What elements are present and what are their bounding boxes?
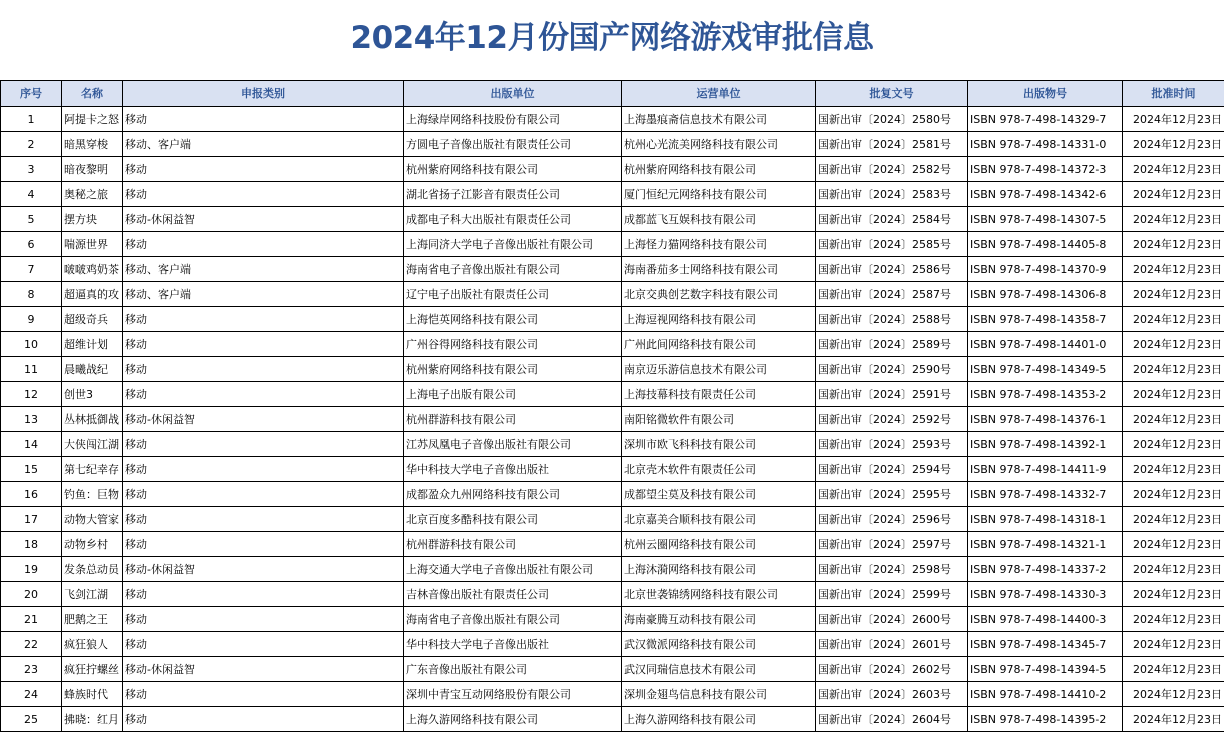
cell-index: 14 xyxy=(1,432,62,457)
table-row xyxy=(1,407,1224,432)
cell-approval-date: 2024年12月23日 xyxy=(1123,207,1224,232)
cell-category: 移动 xyxy=(123,632,404,657)
cell-operator: 广州此间网络科技有限公司 xyxy=(622,332,816,357)
cell-approval-number: 国新出审〔2024〕2581号 xyxy=(816,132,968,157)
cell-publisher: 上海交通大学电子音像出版社有限公司 xyxy=(404,557,622,582)
cell-publisher: 上海电子出版有限公司 xyxy=(404,382,622,407)
cell-category: 移动、客户端 xyxy=(123,132,404,157)
cell-index: 8 xyxy=(1,282,62,307)
cell-publisher: 江苏凤凰电子音像出版社有限公司 xyxy=(404,432,622,457)
cell-index: 18 xyxy=(1,532,62,557)
cell-name: 发条总动员 xyxy=(62,557,123,582)
column-header-name: 名称 xyxy=(62,81,123,107)
column-header-approval-number: 批复文号 xyxy=(816,81,968,107)
cell-name: 动物乡村 xyxy=(62,532,123,557)
cell-operator: 成都蓝飞互娱科技有限公司 xyxy=(622,207,816,232)
cell-operator: 厦门恒纪元网络科技有限公司 xyxy=(622,182,816,207)
cell-name: 疯狂狼人 xyxy=(62,632,123,657)
cell-index: 13 xyxy=(1,407,62,432)
cell-name: 晨曦战纪 xyxy=(62,357,123,382)
cell-publisher: 上海同济大学电子音像出版社有限公司 xyxy=(404,232,622,257)
cell-isbn: ISBN 978-7-498-14411-9 xyxy=(968,457,1123,482)
cell-name: 阿提卡之怒 xyxy=(62,107,123,132)
cell-operator: 海南豪腾互动科技有限公司 xyxy=(622,607,816,632)
cell-category: 移动 xyxy=(123,157,404,182)
cell-approval-date: 2024年12月23日 xyxy=(1123,632,1224,657)
cell-isbn: ISBN 978-7-498-14392-1 xyxy=(968,432,1123,457)
cell-approval-number: 国新出审〔2024〕2599号 xyxy=(816,582,968,607)
cell-operator: 北京交典创艺数字科技有限公司 xyxy=(622,282,816,307)
cell-approval-date: 2024年12月23日 xyxy=(1123,432,1224,457)
cell-name: 拂晓：红月 xyxy=(62,707,123,732)
cell-category: 移动-休闲益智 xyxy=(123,207,404,232)
cell-approval-number: 国新出审〔2024〕2593号 xyxy=(816,432,968,457)
cell-category: 移动 xyxy=(123,382,404,407)
cell-category: 移动 xyxy=(123,482,404,507)
table-body xyxy=(1,107,1224,732)
cell-approval-date: 2024年12月23日 xyxy=(1123,407,1224,432)
cell-operator: 成都望尘莫及科技有限公司 xyxy=(622,482,816,507)
cell-operator: 杭州紫府网络科技有限公司 xyxy=(622,157,816,182)
cell-approval-number: 国新出审〔2024〕2585号 xyxy=(816,232,968,257)
table-row xyxy=(1,157,1224,182)
column-header-category: 申报类别 xyxy=(123,81,404,107)
cell-publisher: 上海恺英网络科技有限公司 xyxy=(404,307,622,332)
cell-approval-date: 2024年12月23日 xyxy=(1123,132,1224,157)
cell-publisher: 广东音像出版社有限公司 xyxy=(404,657,622,682)
cell-approval-number: 国新出审〔2024〕2604号 xyxy=(816,707,968,732)
table-row xyxy=(1,382,1224,407)
table-row xyxy=(1,107,1224,132)
table-row xyxy=(1,332,1224,357)
cell-approval-number: 国新出审〔2024〕2583号 xyxy=(816,182,968,207)
cell-isbn: ISBN 978-7-498-14405-8 xyxy=(968,232,1123,257)
cell-approval-number: 国新出审〔2024〕2588号 xyxy=(816,307,968,332)
cell-approval-date: 2024年12月23日 xyxy=(1123,657,1224,682)
column-header-index: 序号 xyxy=(1,81,62,107)
cell-approval-date: 2024年12月23日 xyxy=(1123,332,1224,357)
cell-category: 移动、客户端 xyxy=(123,282,404,307)
cell-publisher: 海南省电子音像出版社有限公司 xyxy=(404,257,622,282)
cell-index: 19 xyxy=(1,557,62,582)
cell-name: 钓鱼：巨物 xyxy=(62,482,123,507)
cell-index: 23 xyxy=(1,657,62,682)
cell-isbn: ISBN 978-7-498-14394-5 xyxy=(968,657,1123,682)
cell-index: 1 xyxy=(1,107,62,132)
cell-operator: 海南番茄多士网络科技有限公司 xyxy=(622,257,816,282)
cell-publisher: 吉林音像出版社有限责任公司 xyxy=(404,582,622,607)
cell-category: 移动 xyxy=(123,507,404,532)
cell-operator: 上海沐漪网络科技有限公司 xyxy=(622,557,816,582)
cell-name: 摆方块 xyxy=(62,207,123,232)
table-row xyxy=(1,257,1224,282)
cell-operator: 深圳市欧飞科科技有限公司 xyxy=(622,432,816,457)
table-row xyxy=(1,632,1224,657)
cell-approval-number: 国新出审〔2024〕2603号 xyxy=(816,682,968,707)
cell-approval-date: 2024年12月23日 xyxy=(1123,682,1224,707)
cell-name: 暗黑穿梭 xyxy=(62,132,123,157)
cell-operator: 杭州云圈网络科技有限公司 xyxy=(622,532,816,557)
cell-operator: 上海久游网络科技有限公司 xyxy=(622,707,816,732)
cell-isbn: ISBN 978-7-498-14331-0 xyxy=(968,132,1123,157)
cell-category: 移动 xyxy=(123,107,404,132)
column-header-isbn: 出版物号 xyxy=(968,81,1123,107)
cell-isbn: ISBN 978-7-498-14342-6 xyxy=(968,182,1123,207)
table-row xyxy=(1,432,1224,457)
cell-publisher: 广州谷得网络科技有限公司 xyxy=(404,332,622,357)
cell-publisher: 湖北省扬子江影音有限责任公司 xyxy=(404,182,622,207)
table-row xyxy=(1,657,1224,682)
table-row xyxy=(1,182,1224,207)
cell-approval-date: 2024年12月23日 xyxy=(1123,707,1224,732)
cell-approval-date: 2024年12月23日 xyxy=(1123,357,1224,382)
cell-name: 蜂族时代 xyxy=(62,682,123,707)
cell-index: 10 xyxy=(1,332,62,357)
cell-name: 超逼真的攻 xyxy=(62,282,123,307)
cell-name: 喘源世界 xyxy=(62,232,123,257)
cell-approval-number: 国新出审〔2024〕2586号 xyxy=(816,257,968,282)
cell-name: 超维计划 xyxy=(62,332,123,357)
cell-publisher: 杭州紫府网络科技有限公司 xyxy=(404,157,622,182)
cell-approval-number: 国新出审〔2024〕2602号 xyxy=(816,657,968,682)
cell-isbn: ISBN 978-7-498-14318-1 xyxy=(968,507,1123,532)
cell-approval-date: 2024年12月23日 xyxy=(1123,557,1224,582)
table-row xyxy=(1,707,1224,732)
cell-category: 移动 xyxy=(123,232,404,257)
cell-publisher: 上海绿岸网络科技股份有限公司 xyxy=(404,107,622,132)
cell-operator: 上海怪力猫网络科技有限公司 xyxy=(622,232,816,257)
cell-operator: 深圳金翅鸟信息科技有限公司 xyxy=(622,682,816,707)
table-row xyxy=(1,582,1224,607)
cell-isbn: ISBN 978-7-498-14330-3 xyxy=(968,582,1123,607)
cell-approval-number: 国新出审〔2024〕2596号 xyxy=(816,507,968,532)
table-header-row xyxy=(1,81,1224,107)
cell-category: 移动 xyxy=(123,457,404,482)
cell-category: 移动 xyxy=(123,682,404,707)
cell-isbn: ISBN 978-7-498-14307-5 xyxy=(968,207,1123,232)
approval-table xyxy=(0,80,1224,732)
cell-publisher: 方圆电子音像出版社有限责任公司 xyxy=(404,132,622,157)
cell-isbn: ISBN 978-7-498-14329-7 xyxy=(968,107,1123,132)
cell-operator: 杭州心光流美网络科技有限公司 xyxy=(622,132,816,157)
table-row xyxy=(1,307,1224,332)
cell-index: 17 xyxy=(1,507,62,532)
cell-isbn: ISBN 978-7-498-14410-2 xyxy=(968,682,1123,707)
cell-approval-date: 2024年12月23日 xyxy=(1123,157,1224,182)
cell-operator: 北京世袭锦绣网络科技有限公司 xyxy=(622,582,816,607)
cell-index: 4 xyxy=(1,182,62,207)
cell-index: 6 xyxy=(1,232,62,257)
cell-publisher: 杭州紫府网络科技有限公司 xyxy=(404,357,622,382)
cell-isbn: ISBN 978-7-498-14376-1 xyxy=(968,407,1123,432)
cell-operator: 上海墨痕斋信息技术有限公司 xyxy=(622,107,816,132)
cell-name: 疯狂拧螺丝 xyxy=(62,657,123,682)
cell-publisher: 上海久游网络科技有限公司 xyxy=(404,707,622,732)
cell-index: 15 xyxy=(1,457,62,482)
cell-approval-date: 2024年12月23日 xyxy=(1123,532,1224,557)
cell-approval-date: 2024年12月23日 xyxy=(1123,457,1224,482)
cell-operator: 南京迈乐游信息技术有限公司 xyxy=(622,357,816,382)
cell-index: 11 xyxy=(1,357,62,382)
cell-approval-number: 国新出审〔2024〕2601号 xyxy=(816,632,968,657)
cell-approval-number: 国新出审〔2024〕2600号 xyxy=(816,607,968,632)
cell-index: 22 xyxy=(1,632,62,657)
cell-publisher: 北京百度多酷科技有限公司 xyxy=(404,507,622,532)
cell-category: 移动-休闲益智 xyxy=(123,657,404,682)
cell-approval-number: 国新出审〔2024〕2595号 xyxy=(816,482,968,507)
cell-category: 移动 xyxy=(123,332,404,357)
cell-approval-date: 2024年12月23日 xyxy=(1123,607,1224,632)
cell-category: 移动 xyxy=(123,357,404,382)
cell-name: 暗夜黎明 xyxy=(62,157,123,182)
cell-isbn: ISBN 978-7-498-14400-3 xyxy=(968,607,1123,632)
cell-operator: 北京壳木软件有限责任公司 xyxy=(622,457,816,482)
cell-index: 24 xyxy=(1,682,62,707)
cell-publisher: 成都电子科大出版社有限责任公司 xyxy=(404,207,622,232)
cell-approval-date: 2024年12月23日 xyxy=(1123,182,1224,207)
cell-category: 移动 xyxy=(123,307,404,332)
cell-approval-date: 2024年12月23日 xyxy=(1123,107,1224,132)
cell-category: 移动 xyxy=(123,532,404,557)
cell-category: 移动、客户端 xyxy=(123,257,404,282)
table-row xyxy=(1,457,1224,482)
cell-name: 创世3 xyxy=(62,382,123,407)
table-row xyxy=(1,282,1224,307)
cell-isbn: ISBN 978-7-498-14353-2 xyxy=(968,382,1123,407)
cell-index: 16 xyxy=(1,482,62,507)
cell-index: 5 xyxy=(1,207,62,232)
cell-publisher: 华中科技大学电子音像出版社 xyxy=(404,457,622,482)
table-row xyxy=(1,607,1224,632)
cell-category: 移动-休闲益智 xyxy=(123,557,404,582)
cell-operator: 南阳铭微软件有限公司 xyxy=(622,407,816,432)
cell-name: 大侠闯江湖 xyxy=(62,432,123,457)
cell-index: 3 xyxy=(1,157,62,182)
cell-operator: 北京嘉美合顺科技有限公司 xyxy=(622,507,816,532)
cell-publisher: 海南省电子音像出版社有限公司 xyxy=(404,607,622,632)
cell-publisher: 成都盈众九州网络科技有限公司 xyxy=(404,482,622,507)
cell-isbn: ISBN 978-7-498-14321-1 xyxy=(968,532,1123,557)
cell-publisher: 杭州群游科技有限公司 xyxy=(404,532,622,557)
cell-approval-date: 2024年12月23日 xyxy=(1123,582,1224,607)
cell-category: 移动 xyxy=(123,707,404,732)
cell-name: 第七纪幸存 xyxy=(62,457,123,482)
cell-category: 移动-休闲益智 xyxy=(123,407,404,432)
cell-approval-number: 国新出审〔2024〕2592号 xyxy=(816,407,968,432)
cell-name: 超级奇兵 xyxy=(62,307,123,332)
column-header-operator: 运营单位 xyxy=(622,81,816,107)
cell-isbn: ISBN 978-7-498-14332-7 xyxy=(968,482,1123,507)
cell-isbn: ISBN 978-7-498-14401-0 xyxy=(968,332,1123,357)
cell-isbn: ISBN 978-7-498-14370-9 xyxy=(968,257,1123,282)
table-row xyxy=(1,482,1224,507)
cell-approval-date: 2024年12月23日 xyxy=(1123,232,1224,257)
table-row xyxy=(1,132,1224,157)
cell-isbn: ISBN 978-7-498-14345-7 xyxy=(968,632,1123,657)
cell-index: 7 xyxy=(1,257,62,282)
cell-index: 9 xyxy=(1,307,62,332)
cell-approval-number: 国新出审〔2024〕2598号 xyxy=(816,557,968,582)
cell-isbn: ISBN 978-7-498-14395-2 xyxy=(968,707,1123,732)
cell-approval-date: 2024年12月23日 xyxy=(1123,282,1224,307)
cell-operator: 上海技幕科技有限责任公司 xyxy=(622,382,816,407)
cell-approval-date: 2024年12月23日 xyxy=(1123,507,1224,532)
cell-index: 12 xyxy=(1,382,62,407)
table-row xyxy=(1,232,1224,257)
cell-approval-number: 国新出审〔2024〕2597号 xyxy=(816,532,968,557)
cell-index: 20 xyxy=(1,582,62,607)
table-row xyxy=(1,507,1224,532)
cell-publisher: 华中科技大学电子音像出版社 xyxy=(404,632,622,657)
cell-name: 丛林抵御战 xyxy=(62,407,123,432)
cell-approval-date: 2024年12月23日 xyxy=(1123,257,1224,282)
page-title: 2024年12月份国产网络游戏审批信息 xyxy=(0,16,1224,60)
cell-publisher: 深圳中青宝互动网络股份有限公司 xyxy=(404,682,622,707)
column-header-approval-date: 批准时间 xyxy=(1123,81,1224,107)
cell-isbn: ISBN 978-7-498-14337-2 xyxy=(968,557,1123,582)
table-row xyxy=(1,357,1224,382)
cell-publisher: 辽宁电子出版社有限责任公司 xyxy=(404,282,622,307)
cell-approval-date: 2024年12月23日 xyxy=(1123,382,1224,407)
cell-approval-number: 国新出审〔2024〕2580号 xyxy=(816,107,968,132)
cell-approval-number: 国新出审〔2024〕2589号 xyxy=(816,332,968,357)
cell-approval-number: 国新出审〔2024〕2587号 xyxy=(816,282,968,307)
cell-name: 肥鹅之王 xyxy=(62,607,123,632)
cell-isbn: ISBN 978-7-498-14306-8 xyxy=(968,282,1123,307)
cell-publisher: 杭州群游科技有限公司 xyxy=(404,407,622,432)
cell-approval-number: 国新出审〔2024〕2590号 xyxy=(816,357,968,382)
table-row xyxy=(1,557,1224,582)
cell-isbn: ISBN 978-7-498-14358-7 xyxy=(968,307,1123,332)
cell-index: 2 xyxy=(1,132,62,157)
cell-operator: 上海逗视网络科技有限公司 xyxy=(622,307,816,332)
cell-category: 移动 xyxy=(123,607,404,632)
cell-isbn: ISBN 978-7-498-14349-5 xyxy=(968,357,1123,382)
table-row xyxy=(1,207,1224,232)
cell-approval-number: 国新出审〔2024〕2582号 xyxy=(816,157,968,182)
cell-index: 21 xyxy=(1,607,62,632)
cell-name: 飞剑江湖 xyxy=(62,582,123,607)
cell-operator: 武汉微派网络科技有限公司 xyxy=(622,632,816,657)
cell-approval-number: 国新出审〔2024〕2594号 xyxy=(816,457,968,482)
cell-name: 动物大管家 xyxy=(62,507,123,532)
table-row xyxy=(1,682,1224,707)
column-header-publisher: 出版单位 xyxy=(404,81,622,107)
table-row xyxy=(1,532,1224,557)
cell-category: 移动 xyxy=(123,182,404,207)
cell-approval-number: 国新出审〔2024〕2591号 xyxy=(816,382,968,407)
cell-name: 啵啵鸡奶茶 xyxy=(62,257,123,282)
cell-category: 移动 xyxy=(123,432,404,457)
cell-approval-number: 国新出审〔2024〕2584号 xyxy=(816,207,968,232)
cell-category: 移动 xyxy=(123,582,404,607)
cell-operator: 武汉同瑞信息技术有限公司 xyxy=(622,657,816,682)
cell-index: 25 xyxy=(1,707,62,732)
cell-name: 奥秘之旅 xyxy=(62,182,123,207)
cell-approval-date: 2024年12月23日 xyxy=(1123,482,1224,507)
cell-approval-date: 2024年12月23日 xyxy=(1123,307,1224,332)
cell-isbn: ISBN 978-7-498-14372-3 xyxy=(968,157,1123,182)
